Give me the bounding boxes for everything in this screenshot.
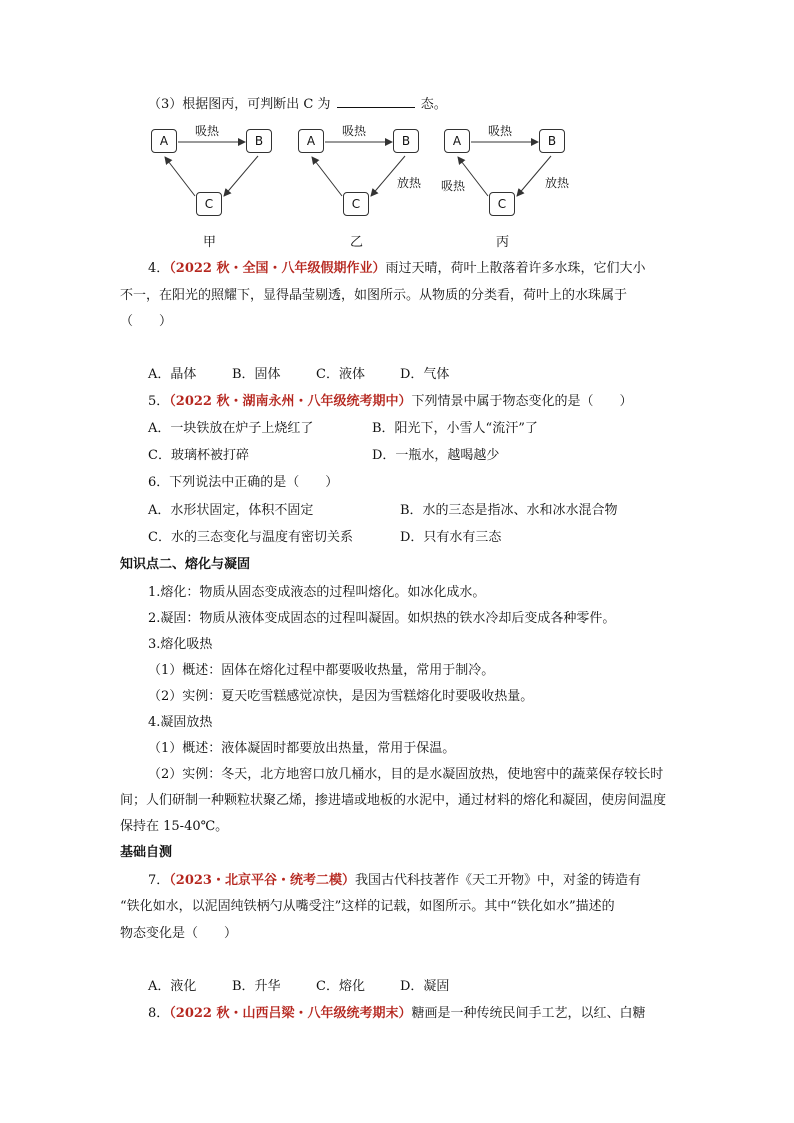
k2-melting-def: 1.熔化：物质从固态变成液态的过程叫熔化。如冰化成水。 bbox=[148, 585, 486, 600]
basic-self-test-heading: 基础自测 bbox=[120, 845, 173, 860]
diagram-2-right-label: 放热 bbox=[397, 176, 422, 190]
q5-option-d: D．一瓶水，越喝越少 bbox=[372, 448, 500, 463]
knowledge-point-2-heading: 知识点二、熔化与凝固 bbox=[120, 557, 251, 572]
q7-option-a: A．液化 bbox=[148, 979, 197, 994]
diagram-3-node-a: A bbox=[444, 129, 470, 153]
q8-number: 8． bbox=[148, 1006, 170, 1021]
q7-option-c: C．熔化 bbox=[316, 979, 365, 994]
diagram-3-right-label: 放热 bbox=[545, 176, 570, 190]
diagram-3-caption: 丙 bbox=[496, 235, 510, 250]
diagram-1-node-b: B bbox=[246, 129, 272, 153]
q5-number: 5． bbox=[148, 394, 170, 409]
diagram-2-node-a: A bbox=[298, 129, 324, 153]
q5-option-c: C．玻璃杯被打碎 bbox=[148, 448, 249, 463]
q4-line-1 bbox=[148, 260, 646, 278]
diagram-2-node-c: C bbox=[343, 192, 369, 216]
k2-solidification-overview: （1）概述：液体凝固时都要放出热量，常用于保温。 bbox=[148, 741, 456, 756]
diagram-3-top-label: 吸热 bbox=[488, 124, 513, 138]
diagram-2-node-b: B bbox=[393, 129, 419, 153]
q4-option-b: B．固体 bbox=[232, 367, 281, 382]
q6-option-d: D．只有水有三态 bbox=[400, 530, 502, 545]
q6-option-b: B．水的三态是指冰、水和冰水混合物 bbox=[400, 503, 618, 518]
q5-source: （2022 秋・湖南永州・八年级统考期中） bbox=[169, 394, 412, 409]
q6-option-a: A．水形状固定，体积不固定 bbox=[148, 503, 314, 518]
q7-number: 7． bbox=[148, 873, 170, 888]
diagram-2-top-label: 吸热 bbox=[342, 124, 367, 138]
diagram-1-arrow-ca bbox=[165, 157, 195, 196]
q4-option-a: A．晶体 bbox=[148, 367, 197, 382]
q6-option-c: C．水的三态变化与温度有密切关系 bbox=[148, 530, 353, 545]
q4-line-2: 不一，在阳光的照耀下，显得晶莹剔透，如图所示。从物质的分类看，荷叶上的水珠属于 bbox=[120, 288, 628, 303]
q7-line-3: 物态变化是（ ） bbox=[120, 926, 238, 941]
diagram-2-arrow-ca bbox=[312, 157, 342, 196]
q4-source: （2022 秋・全国・八年级假期作业） bbox=[169, 261, 386, 276]
q7-line-1 bbox=[148, 872, 641, 890]
q7-option-b: B．升华 bbox=[232, 979, 281, 994]
q4-text-1: 雨过天晴，荷叶上散落着许多水珠，它们大小 bbox=[385, 261, 646, 276]
q5-option-a: A．一块铁放在炉子上烧红了 bbox=[148, 421, 314, 436]
k2-solidification-releases-heat: 4.凝固放热 bbox=[148, 715, 213, 730]
q4-option-d: D．气体 bbox=[400, 367, 450, 382]
q5-stem: 下列情景中属于物态变化的是（ ） bbox=[411, 394, 633, 409]
diagram-3-node-b: B bbox=[539, 129, 565, 153]
q8-text-1: 糖画是一种传统民间手工艺，以红、白糖 bbox=[411, 1006, 646, 1021]
q8-source: （2022 秋・山西吕梁・八年级统考期末） bbox=[169, 1006, 412, 1021]
diagram-1-node-a: A bbox=[151, 129, 177, 153]
q4-number: 4． bbox=[148, 261, 170, 276]
diagram-1-caption: 甲 bbox=[203, 235, 217, 250]
k2-solidification-example-1: （2）实例：冬天，北方地窖口放几桶水，目的是水凝固放热，使地窖中的蔬菜保存较长时 bbox=[148, 767, 664, 782]
k2-solidification-example-3: 保持在 15-40℃。 bbox=[120, 819, 229, 834]
q7-source: （2023・北京平谷・统考二模） bbox=[169, 873, 355, 888]
diagram-1-top-label: 吸热 bbox=[195, 124, 220, 138]
q7-text-1: 我国古代科技著作《天工开物》中，对釜的铸造有 bbox=[354, 873, 641, 888]
q7-option-d: D．凝固 bbox=[400, 979, 450, 994]
k2-melting-overview: （1）概述：固体在熔化过程中都要吸收热量，常用于制冷。 bbox=[148, 663, 495, 678]
q3-part-suffix: 态。 bbox=[420, 97, 447, 112]
k2-melting-example: （2）实例：夏天吃雪糕感觉凉快，是因为雪糕熔化时要吸收热量。 bbox=[148, 689, 534, 704]
diagram-1-node-c: C bbox=[196, 192, 222, 216]
q5-line-1 bbox=[148, 393, 633, 411]
q7-line-2: “铁化如水，以泥固纯铁柄勺从嘴受注”这样的记载，如图所示。其中“铁化如水”描述的 bbox=[120, 899, 615, 914]
q3-part-text: （3）根据图丙，可判断出 C 为 bbox=[148, 97, 331, 112]
k2-solidification-def: 2.凝固：物质从液体变成固态的过程叫凝固。如炽热的铁水冷却后变成各种零件。 bbox=[148, 611, 616, 626]
q6-stem: 6．下列说法中正确的是（ ） bbox=[148, 475, 339, 490]
diagram-3-left-label: 吸热 bbox=[441, 179, 466, 193]
diagram-1-arrow-bc bbox=[224, 156, 258, 196]
diagram-3-node-c: C bbox=[489, 192, 515, 216]
q4-option-c: C．液体 bbox=[316, 367, 365, 382]
q5-option-b: B．阳光下，小雪人“流汗”了 bbox=[372, 421, 538, 436]
diagram-2-caption: 乙 bbox=[350, 235, 364, 250]
q4-line-3: （ ） bbox=[120, 314, 173, 329]
q8-line-1 bbox=[148, 1005, 646, 1023]
k2-melting-absorbs-heat: 3.熔化吸热 bbox=[148, 637, 213, 652]
k2-solidification-example-2: 间；人们研制一种颗粒状聚乙烯，掺进墙或地板的水泥中，通过材料的熔化和凝固，使房间温度 bbox=[120, 793, 667, 808]
